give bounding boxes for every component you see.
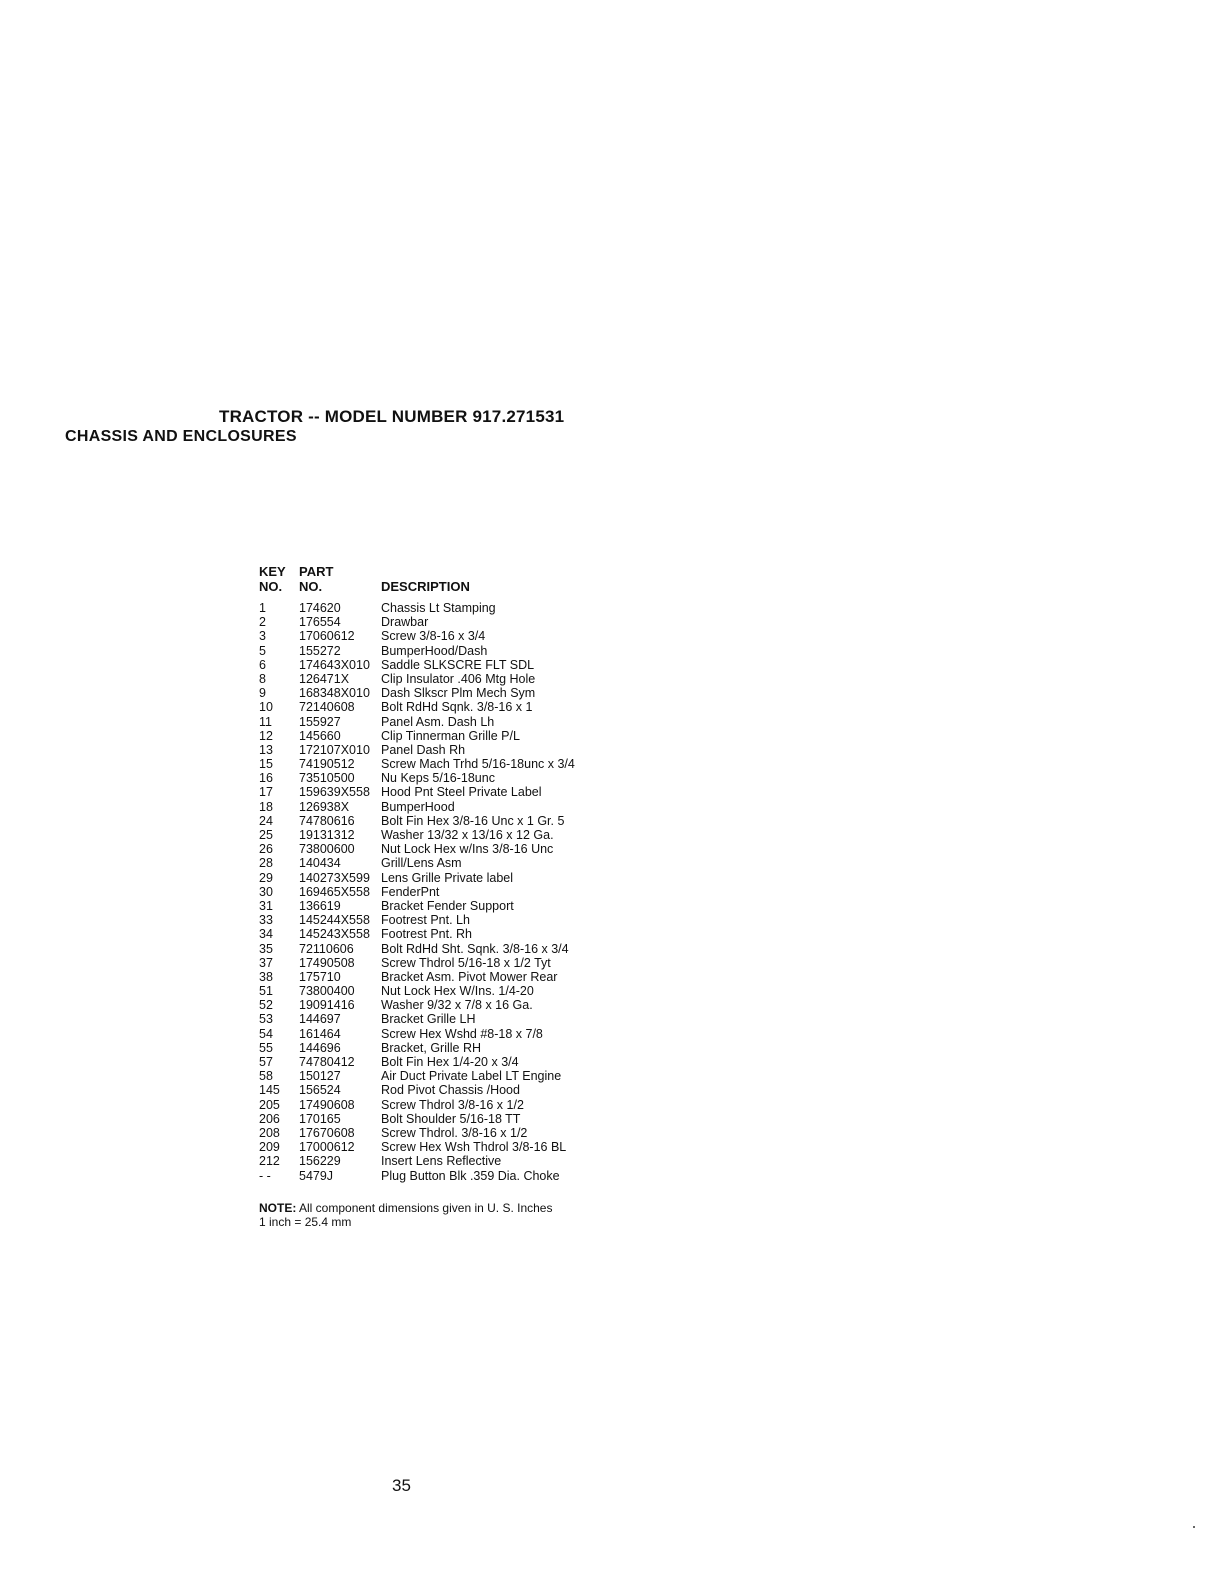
- key-cell: 52: [259, 998, 273, 1013]
- description-cell: Panel Asm. Dash Lh: [381, 714, 495, 729]
- key-cell: 26: [259, 842, 273, 857]
- description-cell: BumperHood/Dash: [381, 643, 488, 658]
- part-number-cell: 5479J: [299, 1168, 334, 1183]
- key-cell: 208: [259, 1125, 280, 1140]
- description-cell: BumperHood: [381, 799, 455, 814]
- part-number-cell: 172107X010: [299, 742, 370, 757]
- part-number-cell: 17060612: [299, 629, 355, 644]
- part-number-cell: 73800400: [299, 984, 355, 999]
- key-cell: - -: [259, 1168, 271, 1183]
- key-cell: 28: [259, 856, 273, 871]
- description-cell: Insert Lens Reflective: [381, 1154, 502, 1169]
- key-cell: 24: [259, 813, 273, 828]
- key-cell: 17: [259, 785, 273, 800]
- part-number-cell: 136619: [299, 898, 341, 913]
- description-cell: Bracket Fender Support: [381, 898, 514, 913]
- key-cell: 34: [259, 927, 273, 942]
- part-number-cell: 170165: [299, 1111, 341, 1126]
- key-cell: 15: [259, 757, 273, 772]
- key-cell: 37: [259, 955, 273, 970]
- key-cell: 10: [259, 700, 273, 715]
- key-cell: 212: [259, 1154, 280, 1169]
- part-number-cell: 73510500: [299, 771, 355, 786]
- description-cell: Washer 9/32 x 7/8 x 16 Ga.: [381, 998, 533, 1013]
- description-cell: Screw Hex Wsh Thdrol 3/8-16 BL: [381, 1140, 567, 1155]
- description-cell: Air Duct Private Label LT Engine: [381, 1069, 562, 1084]
- key-cell: 25: [259, 828, 273, 842]
- part-number-cell: 19131312: [299, 828, 355, 842]
- note-label: NOTE:: [259, 1201, 297, 1215]
- key-cell: 30: [259, 884, 273, 899]
- part-number-cell: 74780412: [299, 1055, 355, 1069]
- page-number: 35: [392, 1476, 411, 1495]
- description-cell: Saddle SLKSCRE FLT SDL: [381, 657, 535, 672]
- key-cell: 33: [259, 913, 273, 928]
- part-number-cell: 126938X: [299, 799, 350, 814]
- key-cell: 18: [259, 799, 273, 814]
- part-number-cell: 140273X599: [299, 870, 370, 885]
- part-number-cell: 73800600: [299, 842, 355, 857]
- part-number-cell: 17490508: [299, 955, 355, 970]
- description-cell: Bracket Grille LH: [381, 1012, 476, 1027]
- part-number-cell: 74190512: [299, 757, 355, 772]
- part-number-cell: 144697: [299, 1012, 341, 1027]
- section-subtitle: CHASSIS AND ENCLOSURES: [65, 428, 297, 445]
- description-cell: Bolt RdHd Sqnk. 3/8-16 x 1: [381, 700, 533, 715]
- description-cell: FenderPnt: [381, 884, 440, 899]
- part-number-cell: 176554: [299, 615, 341, 630]
- part-number-cell: 159639X558: [299, 785, 370, 800]
- part-number-cell: 17670608: [299, 1125, 355, 1140]
- key-cell: 16: [259, 771, 273, 786]
- header-key-no: NO.: [259, 579, 283, 594]
- description-cell: Grill/Lens Asm: [381, 856, 462, 871]
- key-cell: 12: [259, 728, 273, 743]
- description-cell: Bracket, Grille RH: [381, 1040, 482, 1055]
- part-number-cell: 17490608: [299, 1097, 355, 1112]
- description-cell: Footrest Pnt. Lh: [381, 913, 470, 928]
- scan-speck: [1193, 1526, 1195, 1528]
- description-cell: Screw 3/8-16 x 3/4: [381, 629, 486, 644]
- description-cell: Panel Dash Rh: [381, 742, 466, 757]
- description-cell: Nu Keps 5/16-18unc: [381, 771, 495, 786]
- part-number-cell: 74780616: [299, 813, 355, 828]
- description-cell: Dash Slkscr Plm Mech Sym: [381, 686, 536, 701]
- part-number-cell: 150127: [299, 1069, 341, 1084]
- part-number-cell: 72140608: [299, 700, 355, 715]
- part-number-cell: 145660: [299, 728, 341, 743]
- part-number-cell: 17000612: [299, 1140, 355, 1155]
- part-number-cell: 175710: [299, 969, 341, 984]
- description-cell: Hood Pnt Steel Private Label: [381, 785, 542, 800]
- description-cell: Screw Hex Wshd #8-18 x 7/8: [381, 1026, 543, 1041]
- key-cell: 38: [259, 969, 273, 984]
- key-cell: 1: [259, 601, 266, 615]
- key-cell: 9: [259, 686, 266, 701]
- description-cell: Screw Thdrol 5/16-18 x 1/2 Tyt: [381, 955, 551, 970]
- key-cell: 3: [259, 629, 266, 644]
- key-cell: 58: [259, 1069, 273, 1084]
- description-cell: Bolt Shoulder 5/16-18 TT: [381, 1111, 521, 1126]
- description-cell: Screw Mach Trhd 5/16-18unc x 3/4: [381, 757, 575, 772]
- key-cell: 209: [259, 1140, 280, 1155]
- key-cell: 53: [259, 1012, 273, 1027]
- part-number-cell: 174643X010: [299, 657, 370, 672]
- key-cell: 205: [259, 1097, 280, 1112]
- part-number-cell: 144696: [299, 1040, 341, 1055]
- part-number-cell: 156524: [299, 1083, 341, 1098]
- part-number-cell: 126471X: [299, 671, 350, 686]
- key-cell: 6: [259, 657, 266, 672]
- part-number-cell: 155927: [299, 714, 341, 729]
- description-cell: Footrest Pnt. Rh: [381, 927, 473, 942]
- part-number-cell: 155272: [299, 643, 341, 658]
- description-cell: Clip Tinnerman Grille P/L: [381, 728, 520, 743]
- part-number-cell: 145244X558: [299, 913, 370, 928]
- key-cell: 2: [259, 615, 266, 630]
- part-number-cell: 168348X010: [299, 686, 370, 701]
- note: [259, 1201, 559, 1229]
- description-cell: Washer 13/32 x 13/16 x 12 Ga.: [381, 828, 554, 842]
- description-cell: Bracket Asm. Pivot Mower Rear: [381, 969, 558, 984]
- key-cell: 5: [259, 643, 266, 658]
- key-cell: 55: [259, 1040, 273, 1055]
- part-number-cell: 169465X558: [299, 884, 370, 899]
- description-cell: Chassis Lt Stamping: [381, 601, 496, 615]
- key-cell: 35: [259, 941, 273, 956]
- key-cell: 206: [259, 1111, 280, 1126]
- note-text: All component dimensions given in U. S. Inches 1 inch = 25.4 mm: [259, 1201, 553, 1229]
- page-title: TRACTOR -- MODEL NUMBER 917.271531: [219, 407, 565, 426]
- description-cell: Bolt RdHd Sht. Sqnk. 3/8-16 x 3/4: [381, 941, 569, 956]
- description-cell: Lens Grille Private label: [381, 870, 514, 885]
- description-cell: Bolt Fin Hex 3/8-16 Unc x 1 Gr. 5: [381, 813, 565, 828]
- description-cell: Screw Thdrol 3/8-16 x 1/2: [381, 1097, 524, 1112]
- description-cell: Drawbar: [381, 615, 429, 630]
- part-number-cell: 156229: [299, 1154, 341, 1169]
- key-cell: 31: [259, 898, 273, 913]
- description-cell: Clip Insulator .406 Mtg Hole: [381, 671, 536, 686]
- description-cell: Nut Lock Hex w/Ins 3/8-16 Unc: [381, 842, 554, 857]
- key-cell: 8: [259, 671, 266, 686]
- header-key: KEY: [259, 564, 286, 579]
- key-cell: 29: [259, 870, 273, 885]
- description-cell: Screw Thdrol. 3/8-16 x 1/2: [381, 1125, 528, 1140]
- key-cell: 51: [259, 984, 273, 999]
- part-number-cell: 72110606: [299, 941, 354, 956]
- description-cell: Nut Lock Hex W/Ins. 1/4-20: [381, 984, 534, 999]
- description-cell: Rod Pivot Chassis /Hood: [381, 1083, 520, 1098]
- key-cell: 145: [259, 1083, 280, 1098]
- part-number-cell: 19091416: [299, 998, 355, 1013]
- header-part: PART: [299, 564, 334, 579]
- part-number-cell: 174620: [299, 601, 341, 615]
- description-cell: Bolt Fin Hex 1/4-20 x 3/4: [381, 1055, 519, 1069]
- part-number-cell: 145243X558: [299, 927, 370, 942]
- description-cell: Plug Button Blk .359 Dia. Choke: [381, 1168, 560, 1183]
- header-part-no: NO.: [299, 579, 323, 594]
- header-description: DESCRIPTION: [381, 579, 470, 594]
- key-cell: 57: [259, 1055, 273, 1069]
- key-cell: 11: [259, 714, 272, 729]
- part-number-cell: 140434: [299, 856, 341, 871]
- key-cell: 54: [259, 1026, 273, 1041]
- part-number-cell: 161464: [299, 1026, 341, 1041]
- key-cell: 13: [259, 742, 273, 757]
